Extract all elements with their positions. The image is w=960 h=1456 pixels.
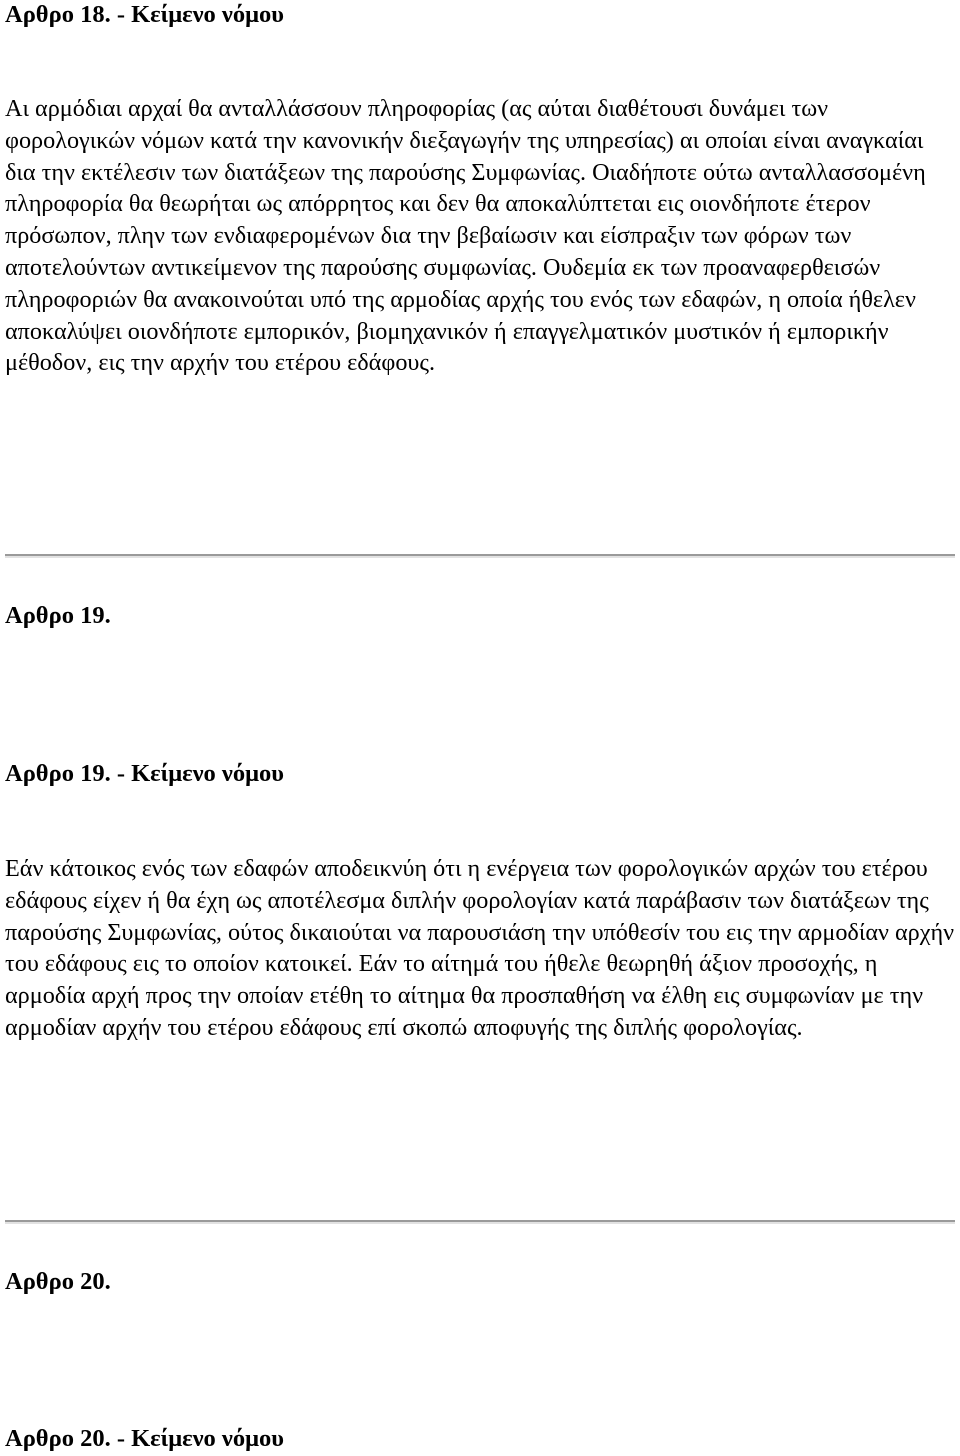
section-divider: [5, 554, 955, 558]
article-20-title: Αρθρο 20.: [5, 1268, 111, 1295]
article-19-text-heading: Αρθρο 19. - Κείμενο νόμου: [5, 760, 284, 787]
article-20-text-heading: Αρθρο 20. - Κείμενο νόμου: [5, 1425, 284, 1452]
section-divider: [5, 1220, 955, 1224]
article-18-text-heading: Αρθρο 18. - Κείμενο νόμου: [5, 1, 284, 28]
article-18-body: Αι αρμόδιαι αρχαί θα ανταλλάσσουν πληροφορίας (ας αύται διαθέτουσι δυνάμει των φορολογικών νόμων κατά την κανονικήν διεξαγωγήν της υπηρεσίας) αι οποίαι είναι αναγκαίαι δια την εκτέλεσιν των διατάξεων της παρούσης Συμφωνίας. Οιαδήποτε ούτω ανταλλασσομένη πληροφορία θα θεωρήται ως απόρρητος και δεν θα αποκαλύπτεται εις οιονδήποτε έτερον πρόσωπον, πλην των ενδιαφερομένων δια την βεβαίωσιν και είσπραξιν των φόρων των αποτελούντων αντικείμενον της παρούσης συμφωνίας. Ουδεμία εκ των προαναφερθεισών πληροφοριών θα ανακοινούται υπό της αρμοδίας αρχής του ενός των εδαφών, η οποία ήθελεν αποκαλύψει οιονδήποτε εμπορικόν, βιομηχανικόν ή επαγγελματικόν μυστικόν ή εμπορικήν μέθοδον, εις την αρχήν του ετέρου εδάφους.: [5, 95, 926, 377]
article-19-title: Αρθρο 19.: [5, 602, 111, 629]
article-19-body: Εάν κάτοικος ενός των εδαφών αποδεικνύη ότι η ενέργεια των φορολογικών αρχών του ετέρου εδάφους είχεν ή θα έχη ως αποτέλεσμα διπλήν φορολογίαν κατά παράβασιν των διατάξεων της παρούσης Συμφωνίας, ούτος δικαιούται να παρουσιάση την υπόθεσίν του εις την αρμοδίαν αρχήν του εδάφους εις το οποίον κατοικεί. Εάν το αίτημά του ήθελε θεωρηθή άξιον προσοχής, η αρμοδία αρχή προς την οποίαν ετέθη το αίτημα θα προσπαθήση να έλθη εις συμφωνίαν με την αρμοδίαν αρχήν του ετέρου εδάφους επί σκοπώ αποφυγής της διπλής φορολογίας.: [5, 855, 955, 1041]
